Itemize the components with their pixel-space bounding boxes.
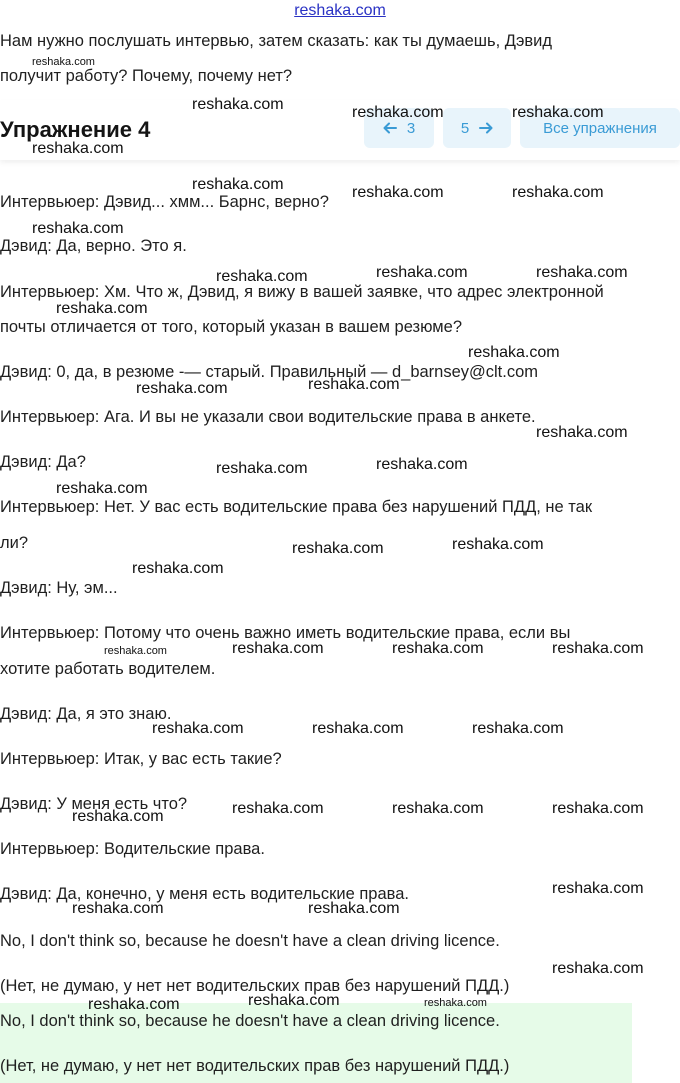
watermark: reshaka.com: [308, 376, 400, 393]
transcript-line: Дэвид: Ну, эм...: [0, 579, 118, 597]
arrow-right-icon: [479, 121, 493, 135]
watermark: reshaka.com: [308, 900, 400, 917]
intro-line: Нам нужно послушать интервью, затем сказать: как ты думаешь, Дэвид: [0, 32, 553, 50]
watermark: reshaka.com: [232, 640, 324, 657]
watermark: reshaka.com: [248, 992, 340, 1009]
watermark: reshaka.com: [32, 220, 124, 237]
watermark: reshaka.com: [132, 560, 224, 577]
transcript-line: хотите работать водителем.: [0, 660, 216, 678]
watermark: reshaka.com: [552, 960, 644, 977]
watermark: reshaka.com: [232, 800, 324, 817]
watermark: reshaka.com: [512, 104, 604, 121]
transcript-line: Дэвид: Да, конечно, у меня есть водительские права.: [0, 885, 409, 903]
transcript-line: Дэвид: Да?: [0, 453, 86, 471]
transcript-line: Интервьюер: Дэвид... хмм... Барнс, верно?: [0, 193, 329, 211]
answer-english: No, I don't think so, because he doesn't have a clean driving licence.: [0, 932, 500, 950]
transcript-line: Интервьюер: Ага. И вы не указали свои водительские права в анкете.: [0, 408, 536, 426]
transcript-line: Интервьюер: Потому что очень важно иметь водительские права, если вы: [0, 624, 571, 642]
watermark: reshaka.com: [192, 96, 284, 113]
next-exercise-button[interactable]: [443, 108, 511, 148]
watermark: reshaka.com: [536, 424, 628, 441]
watermark: reshaka.com: [392, 640, 484, 657]
watermark: reshaka.com: [552, 880, 644, 897]
watermark: reshaka.com: [32, 140, 124, 157]
transcript-line: Интервьюер: Водительские права.: [0, 840, 265, 858]
transcript-line: Дэвид: Да, верно. Это я.: [0, 237, 187, 255]
watermark: reshaka.com: [472, 720, 564, 737]
watermark: reshaka.com: [56, 300, 148, 317]
watermark: reshaka.com: [88, 996, 180, 1013]
site-link[interactable]: reshaka.com: [294, 2, 386, 19]
watermark: reshaka.com: [72, 808, 164, 825]
watermark: reshaka.com: [136, 380, 228, 397]
intro-line: получит работу? Почему, почему нет?: [0, 67, 293, 85]
watermark: reshaka.com: [352, 104, 444, 121]
transcript-line: Дэвид: Да, я это знаю.: [0, 705, 172, 723]
transcript-line: Интервьюер: Нет. У вас есть водительские права без нарушений ПДД, не так: [0, 498, 593, 516]
watermark: reshaka.com: [32, 56, 95, 68]
watermark: reshaka.com: [292, 540, 384, 557]
watermark: reshaka.com: [104, 645, 167, 657]
watermark: reshaka.com: [552, 800, 644, 817]
arrow-left-icon: [383, 121, 397, 135]
watermark: reshaka.com: [552, 640, 644, 657]
watermark: reshaka.com: [468, 344, 560, 361]
transcript-line: Дэвид: 0, да, в резюме -— старый. Правильный — d_barnsey@clt.com: [0, 363, 539, 381]
all-exercises-label: Все упражнения: [543, 119, 657, 137]
transcript-line: Дэвид: У меня есть что?: [0, 795, 188, 813]
watermark: reshaka.com: [392, 800, 484, 817]
prev-exercise-label: 3: [406, 119, 416, 137]
watermark: reshaka.com: [512, 184, 604, 201]
watermark: reshaka.com: [192, 176, 284, 193]
exercise-title: Упражнение 4: [0, 117, 151, 142]
watermark: reshaka.com: [452, 536, 544, 553]
watermark: reshaka.com: [72, 900, 164, 917]
watermark: reshaka.com: [216, 268, 308, 285]
highlighted-answer-russian: (Нет, не думаю, у нет нет водительских прав без нарушений ПДД.): [0, 1057, 510, 1075]
watermark: reshaka.com: [56, 480, 148, 497]
watermark: reshaka.com: [536, 264, 628, 281]
highlighted-answer-english: No, I don't think so, because he doesn't have a clean driving licence.: [0, 1012, 500, 1030]
watermark: reshaka.com: [216, 460, 308, 477]
watermark: reshaka.com: [376, 456, 468, 473]
transcript-line: почты отличается от того, который указан в вашем резюме?: [0, 318, 462, 336]
transcript-line: Интервьюер: Итак, у вас есть такие?: [0, 750, 282, 768]
watermark: reshaka.com: [312, 720, 404, 737]
watermark: reshaka.com: [376, 264, 468, 281]
watermark: reshaka.com: [424, 997, 487, 1009]
next-exercise-label: 5: [460, 119, 470, 137]
answer-russian: (Нет, не думаю, у нет нет водительских прав без нарушений ПДД.): [0, 977, 510, 995]
transcript-line: ли?: [0, 534, 29, 552]
transcript-line: Интервьюер: Хм. Что ж, Дэвид, я вижу в вашей заявке, что адрес электронной: [0, 283, 604, 301]
watermark: reshaka.com: [152, 720, 244, 737]
watermark: reshaka.com: [352, 184, 444, 201]
